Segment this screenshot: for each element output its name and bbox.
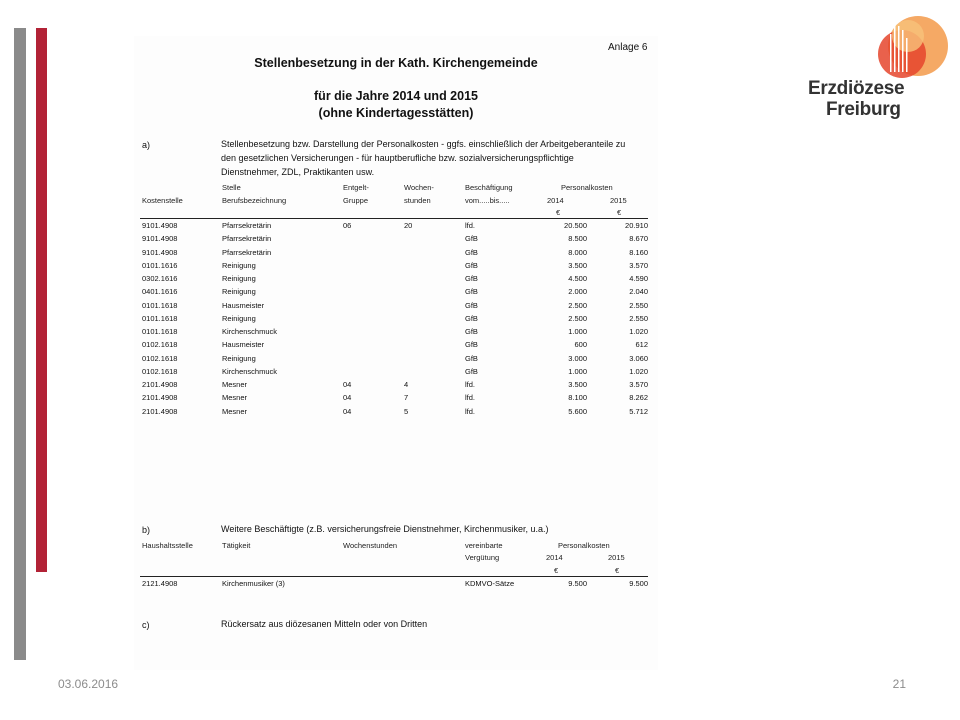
table-row	[134, 327, 658, 340]
header-entgelt: Entgelt-	[343, 183, 369, 192]
cell-gruppe: 04	[343, 380, 352, 389]
table-row	[134, 261, 658, 274]
table-row	[134, 340, 658, 353]
cell-beschaeftigung: GfB	[465, 247, 478, 257]
header-gruppe: Gruppe	[343, 196, 369, 205]
section-a-letter: a)	[142, 140, 151, 150]
header-vom-bis: vom.....bis.....	[465, 196, 510, 205]
cell-k2015: 9.500	[629, 579, 648, 588]
cell-beruf: Pfarrsekretärin	[222, 234, 272, 244]
cell-k2015: 3.570	[629, 380, 648, 389]
cell-k2014: 3.000	[568, 353, 587, 363]
cell-gruppe: 04	[343, 406, 352, 416]
cell-kostenstelle: 9101.4908	[142, 234, 178, 244]
cell-beruf: Reinigung	[222, 260, 256, 270]
cell-beschaeftigung: lfd.	[465, 393, 476, 403]
cell-kostenstelle: 9101.4908	[142, 247, 178, 257]
cell-kostenstelle: 0101.1616	[142, 260, 178, 270]
header-vereinbarte: vereinbarte	[465, 541, 503, 550]
cell-k2015: 8.262	[629, 393, 648, 403]
table-row	[134, 367, 658, 380]
cell-beschaeftigung: lfd.	[465, 380, 476, 389]
cell-stunden: 20	[404, 221, 413, 230]
cell-k2014: 9.500	[568, 579, 587, 588]
header-taetigkeit: Tätigkeit	[222, 541, 251, 550]
section-b-text: Weitere Beschäftigte (z.B. versicherungsfreie Dienstnehmer, Kirchenmusiker, u.a.)	[221, 524, 549, 534]
cell-kostenstelle: 0101.1618	[142, 300, 178, 310]
header-b-euro-2014: €	[554, 566, 559, 575]
header-b-euro-2015: €	[615, 566, 620, 575]
cell-k2015: 2.550	[629, 300, 648, 310]
cell-k2014: 8.000	[568, 247, 587, 257]
cell-k2014: 3.500	[568, 380, 587, 389]
cell-k2015: 3.060	[629, 353, 648, 363]
cell-kostenstelle: 0101.1618	[142, 327, 178, 336]
logo-line1: Erzdiözese	[808, 78, 905, 99]
cell-stunden: 5	[404, 406, 409, 416]
cell-k2014: 1.000	[568, 327, 587, 336]
header-verguetung: Vergütung	[465, 553, 500, 562]
table-row	[134, 407, 658, 420]
page-number: 21	[892, 677, 906, 691]
cell-beruf: Kirchenschmuck	[222, 327, 278, 336]
document-subtitle-note: (ohne Kindertagesstätten)	[318, 106, 474, 120]
header-stunden: stunden	[404, 196, 431, 205]
cell-kostenstelle: 0401.1616	[142, 287, 178, 297]
cell-k2014: 3.500	[568, 260, 587, 270]
cell-k2015: 8.670	[629, 234, 648, 244]
cell-kostenstelle: 2101.4908	[142, 406, 178, 416]
table-row	[134, 354, 658, 367]
cell-k2015: 612	[635, 340, 648, 350]
cell-beschaeftigung: GfB	[465, 340, 478, 350]
cell-k2014: 2.500	[568, 313, 587, 323]
cell-beruf: Reinigung	[222, 274, 256, 283]
cell-kostenstelle: 0102.1618	[142, 366, 178, 376]
header-kostenstelle: Kostenstelle	[142, 196, 183, 205]
cell-beschaeftigung: lfd.	[465, 406, 476, 416]
cell-kostenstelle: 0102.1618	[142, 340, 178, 350]
decorative-gray-bar	[14, 28, 26, 660]
cell-beschaeftigung: GfB	[465, 366, 478, 376]
table-row	[134, 221, 658, 234]
cell-beschaeftigung: lfd.	[465, 221, 476, 230]
cell-beruf: Mesner	[222, 380, 248, 389]
cell-stunden: 4	[404, 380, 409, 389]
table-row	[134, 380, 658, 393]
header-personalkosten: Personalkosten	[561, 183, 613, 192]
cell-k2014: 1.000	[568, 366, 587, 376]
header-b-personalkosten: Personalkosten	[558, 541, 610, 550]
cell-kostenstelle: 2101.4908	[142, 393, 178, 403]
cell-beruf: Kirchenschmuck	[222, 366, 278, 376]
section-c-text: Rückersatz aus diözesanen Mitteln oder von Dritten	[221, 619, 428, 629]
cell-beschaeftigung: GfB	[465, 287, 478, 297]
header-stelle: Stelle	[222, 183, 241, 192]
cell-k2014: 8.100	[568, 393, 587, 403]
decorative-red-bar	[36, 28, 47, 572]
cell-beschaeftigung: GfB	[465, 300, 478, 310]
cell-beruf: Mesner	[222, 406, 248, 416]
cell-beruf: Pfarrsekretärin	[222, 247, 272, 257]
cell-taetigkeit: Kirchenmusiker (3)	[222, 579, 285, 588]
cell-beruf: Pfarrsekretärin	[222, 221, 272, 230]
table-row	[134, 287, 658, 300]
table-a-header-rule	[140, 218, 648, 219]
cell-beruf: Reinigung	[222, 313, 256, 323]
cell-beschaeftigung: GfB	[465, 260, 478, 270]
logo-line2: Freiburg	[826, 99, 901, 120]
header-wochenstunden: Wochenstunden	[343, 541, 398, 550]
header-haushaltsstelle: Haushaltsstelle	[142, 541, 193, 550]
cell-kostenstelle: 0302.1616	[142, 274, 178, 283]
footer-date: 03.06.2016	[58, 677, 119, 691]
section-c-letter: c)	[142, 620, 150, 630]
cell-k2014: 8.500	[568, 234, 587, 244]
cell-kostenstelle: 9101.4908	[142, 221, 178, 230]
cell-gruppe: 06	[343, 221, 352, 230]
table-row	[134, 274, 658, 287]
cell-k2015: 8.160	[629, 247, 648, 257]
header-b-2015: 2015	[608, 553, 625, 562]
cell-kostenstelle: 0102.1618	[142, 353, 178, 363]
header-wochen: Wochen-	[404, 183, 434, 192]
table-row	[134, 248, 658, 261]
cell-k2015: 5.712	[629, 406, 648, 416]
header-beschaeftigung: Beschäftigung	[465, 183, 513, 192]
cell-k2014: 20.500	[564, 221, 587, 230]
cell-k2015: 3.570	[629, 260, 648, 270]
section-b-letter: b)	[142, 525, 151, 535]
logo-text	[808, 78, 904, 120]
cell-beschaeftigung: GfB	[465, 313, 478, 323]
scanned-document	[134, 36, 658, 670]
cell-k2014: 600	[574, 340, 587, 350]
cell-verguetung: KDMVO-Sätze	[465, 579, 515, 588]
cell-gruppe: 04	[343, 393, 352, 403]
table-row	[134, 579, 658, 592]
table-row	[134, 314, 658, 327]
cell-k2014: 2.500	[568, 300, 587, 310]
cell-beschaeftigung: GfB	[465, 234, 478, 244]
anlage-label: Anlage 6	[608, 42, 648, 53]
cell-k2015: 20.910	[625, 221, 648, 230]
cell-beruf: Hausmeister	[222, 300, 265, 310]
cell-k2015: 4.590	[629, 274, 648, 283]
cell-beruf: Reinigung	[222, 287, 256, 297]
document-title: Stellenbesetzung in der Kath. Kirchengemeinde	[254, 56, 538, 70]
cell-kostenstelle: 2101.4908	[142, 380, 178, 389]
section-a-text: Stellenbesetzung bzw. Darstellung der Personalkosten - ggfs. einschließlich der Arbeitgeberanteile zu den gesetzlichen Versicherungen - für hauptberufliche bzw. sozialversicherungspflichtige Dienstnehmer, ZDL, Praktikanten usw.	[221, 139, 626, 177]
cell-stunden: 7	[404, 393, 409, 403]
cell-beruf: Reinigung	[222, 353, 256, 363]
cell-k2014: 4.500	[568, 274, 587, 283]
cell-haushaltsstelle: 2121.4908	[142, 579, 178, 588]
header-berufsbezeichnung: Berufsbezeichnung	[222, 196, 287, 205]
cell-beruf: Mesner	[222, 393, 248, 403]
cell-kostenstelle: 0101.1618	[142, 313, 178, 323]
table-row	[134, 234, 658, 247]
table-row	[134, 301, 658, 314]
table-row	[134, 393, 658, 406]
cell-beschaeftigung: GfB	[465, 353, 478, 363]
cell-k2014: 2.000	[568, 287, 587, 297]
cell-k2014: 5.600	[568, 406, 587, 416]
cell-beruf: Hausmeister	[222, 340, 265, 350]
header-2014: 2014	[547, 196, 564, 205]
cell-k2015: 1.020	[629, 327, 648, 336]
cell-beschaeftigung: GfB	[465, 327, 478, 336]
header-b-2014: 2014	[546, 553, 563, 562]
document-subtitle: für die Jahre 2014 und 2015	[314, 89, 478, 103]
header-2015: 2015	[610, 196, 627, 205]
cell-k2015: 1.020	[629, 366, 648, 376]
table-b-header-rule	[140, 576, 648, 577]
cell-beschaeftigung: GfB	[465, 274, 478, 283]
header-euro-2014: €	[556, 208, 561, 217]
cell-k2015: 2.040	[629, 287, 648, 297]
header-euro-2015: €	[617, 208, 622, 217]
cell-k2015: 2.550	[629, 313, 648, 323]
